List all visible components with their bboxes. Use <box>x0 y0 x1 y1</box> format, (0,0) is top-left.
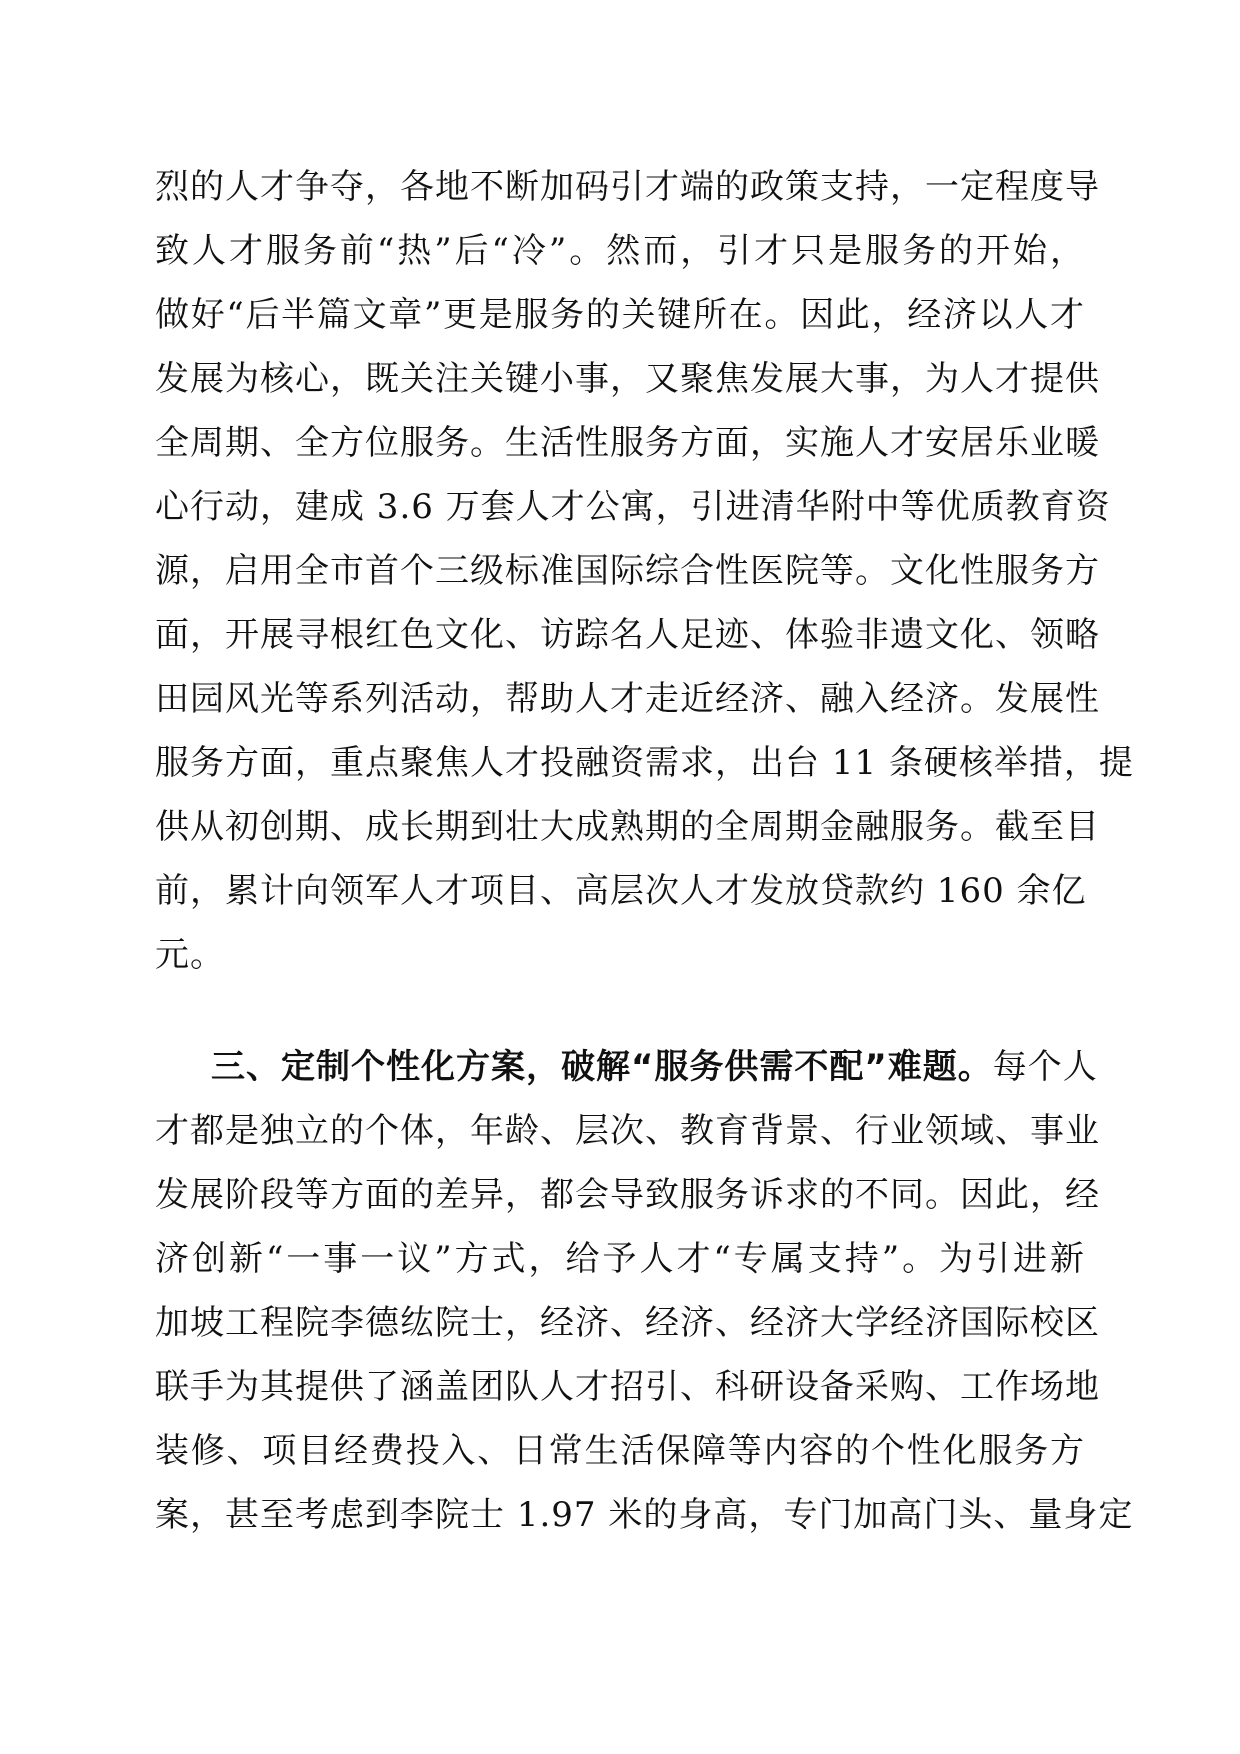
heading-line-rest: 每个人 <box>992 1047 1098 1087</box>
text-line: 供从初创期、成长期到壮大成熟期的全周期金融服务。截至目 <box>155 807 1100 847</box>
paragraph-talent-services <box>155 155 1134 987</box>
text-line: 致人才服务前“热”后“冷”。然而，引才只是服务的开始， <box>155 231 1085 271</box>
text-line: 服务方面，重点聚焦人才投融资需求，出台 11 条硬核举措，提 <box>155 743 1134 783</box>
text-line: 发展为核心，既关注关键小事，又聚焦发展大事，为人才提供 <box>155 359 1100 399</box>
paragraph-customized-plan <box>155 1035 1134 1547</box>
text-line: 全周期、全方位服务。生活性服务方面，实施人才安居乐业暖 <box>155 423 1100 463</box>
text-line: 心行动，建成 3.6 万套人才公寓，引进清华附中等优质教育资 <box>155 487 1111 527</box>
text-line: 装修、项目经费投入、日常生活保障等内容的个性化服务方 <box>155 1431 1085 1471</box>
text-line: 联手为其提供了涵盖团队人才招引、科研设备采购、工作场地 <box>155 1367 1100 1407</box>
text-line: 做好“后半篇文章”更是服务的关键所在。因此，经济以人才 <box>155 295 1085 335</box>
text-line: 烈的人才争夺，各地不断加码引才端的政策支持，一定程度导 <box>155 167 1100 207</box>
text-line: 发展阶段等方面的差异，都会导致服务诉求的不同。因此，经 <box>155 1175 1100 1215</box>
text-line: 案，甚至考虑到李院士 1.97 米的身高，专门加高门头、量身定 <box>155 1495 1134 1535</box>
text-line: 元。 <box>155 935 225 975</box>
text-line: 才都是独立的个体，年龄、层次、教育背景、行业领域、事业 <box>155 1111 1100 1151</box>
text-line: 田园风光等系列活动，帮助人才走近经济、融入经济。发展性 <box>155 679 1100 719</box>
text-line: 加坡工程院李德纮院士，经济、经济、经济大学经济国际校区 <box>155 1303 1100 1343</box>
heading-line <box>155 1035 1098 1099</box>
section-heading: 三、定制个性化方案，破解“服务供需不配”难题。 <box>211 1047 993 1087</box>
text-line: 源，启用全市首个三级标准国际综合性医院等。文化性服务方 <box>155 551 1100 591</box>
text-line: 前，累计向领军人才项目、高层次人才发放贷款约 160 余亿 <box>155 871 1087 911</box>
text-line: 济创新“一事一议”方式，给予人才“专属支持”。为引进新 <box>155 1239 1085 1279</box>
text-line: 面，开展寻根红色文化、访踪名人足迹、体验非遗文化、领略 <box>155 615 1100 655</box>
